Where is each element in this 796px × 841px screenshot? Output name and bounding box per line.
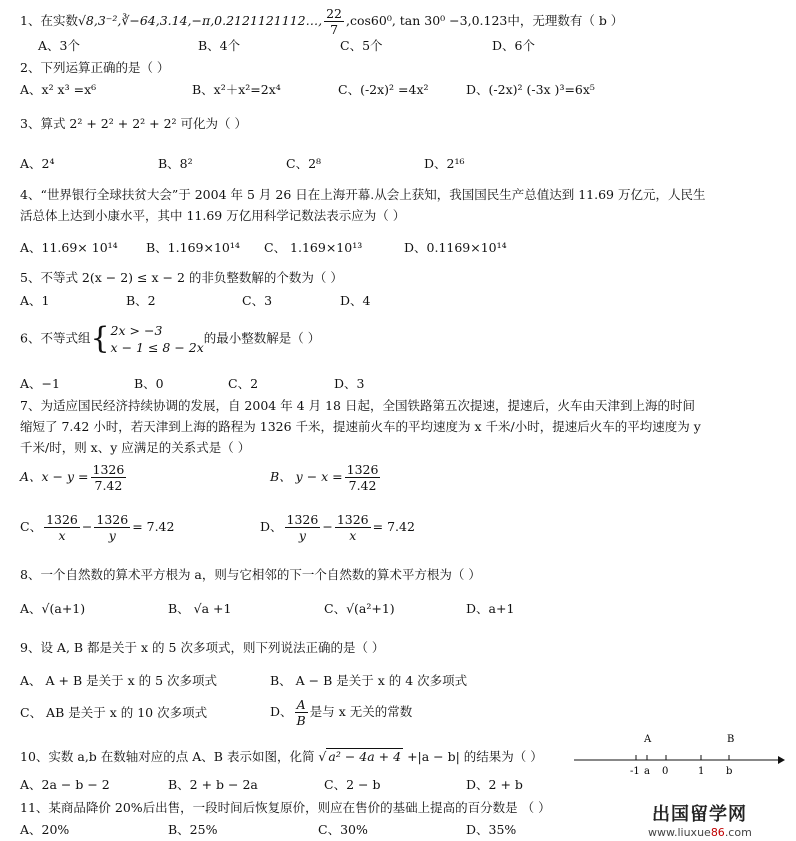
watermark-logo: 出国留学网 — [652, 804, 747, 825]
q2-option-c: C、(-2x)² =4x² — [338, 82, 429, 97]
q10-option-c: C、2 − b — [324, 777, 381, 792]
q5-stem: 5、不等式 2(x − 2) ≤ x − 2 的非负整数解的个数为（ ） — [20, 270, 343, 285]
q3-option-a: A、2⁴ — [20, 156, 55, 171]
q7-option-a: A、x − y = $\frac{1326}{7.42}$ — [20, 462, 125, 493]
q4-line2: 活总体上达到小康水平，其中 11.69 万亿用科学记数法表示应为（ ） — [20, 208, 406, 223]
tick-label-b: b — [726, 766, 733, 776]
q9-option-c: C、 AB 是关于 x 的 10 次多项式 — [20, 705, 208, 720]
q11-option-d: D、35% — [466, 822, 517, 837]
q1-option-a: A、3个 — [38, 38, 80, 53]
q8-option-b: B、 √a +1 — [168, 601, 232, 616]
q7-option-c: C、 $\frac{1326}{x}$ − $\frac{1326}{y}$ = 7.42 — [20, 512, 175, 543]
q8-stem: 8、一个自然数的算术平方根为 a，则与它相邻的下一个自然数的算术平方根为（ ） — [20, 567, 481, 582]
q1-option-d: D、6个 — [492, 38, 535, 53]
q5-option-b: B、2 — [126, 293, 156, 308]
brace-symbol: { — [90, 321, 110, 356]
q11-option-c: C、30% — [318, 822, 368, 837]
q7-option-b: B、 y − x = $\frac{1326}{7.42}$ — [270, 462, 379, 493]
tick-label-neg1: -1 — [630, 766, 640, 776]
q5-option-c: C、3 — [242, 293, 273, 308]
q6-inequality-system: 2x > −3 x − 1 ≤ 8 − 2x — [110, 323, 204, 355]
q5-option-a: A、1 — [20, 293, 50, 308]
number-line — [574, 728, 786, 776]
q8-option-a: A、√(a+1) — [20, 601, 86, 616]
q6-option-d: D、3 — [334, 376, 365, 391]
q11-stem: 11、某商品降价 20%后出售，一段时间后恢复原价，则应在售价的基础上提高的百分数是 （ ） — [20, 800, 551, 815]
q9-option-d: D、 $\frac{A}{B}$ 是与 x 无关的常数 — [270, 697, 413, 728]
q8-option-d: D、a+1 — [466, 601, 515, 616]
q3-option-d: D、2¹⁶ — [424, 156, 465, 171]
q8-option-c: C、√(a²+1) — [324, 601, 395, 616]
q4-option-d: D、0.1169×10¹⁴ — [404, 240, 507, 255]
label-point-b: B — [727, 734, 735, 745]
q10-option-d: D、2 + b — [466, 777, 523, 792]
q2-option-a: A、x² x³ =x⁶ — [20, 82, 97, 97]
watermark-url: www.liuxue86.com — [648, 826, 752, 839]
q9-option-a: A、 A + B 是关于 x 的 5 次多项式 — [20, 673, 218, 688]
q11-option-a: A、20% — [20, 822, 70, 837]
q1-option-b: B、4个 — [198, 38, 241, 53]
q9-stem: 9、设 A, B 都是关于 x 的 5 次多项式，则下列说法正确的是（ ） — [20, 640, 385, 655]
q2-option-b: B、x²＋x²=2x⁴ — [192, 82, 281, 97]
q10-option-a: A、2a − b − 2 — [20, 777, 110, 792]
q7-line3: 千米/时，则 x、y 应满足的关系式是（ ） — [20, 440, 251, 455]
number-line-arrow — [778, 756, 785, 764]
q11-option-b: B、25% — [168, 822, 218, 837]
q1-stem: 1、在实数√8,3⁻²,∛−64,3.14,−π,0.2121121112…, $\frac{22}{7}$ ,cos60⁰, tan 30⁰ −3,0.123中，无理数有（ b ） — [20, 6, 624, 37]
q4-option-b: B、1.169×10¹⁴ — [146, 240, 240, 255]
q1-option-c: C、5个 — [340, 38, 383, 53]
tick-label-a: a — [644, 766, 650, 776]
q7-option-d: D、 $\frac{1326}{y}$ − $\frac{1326}{x}$ = 7.42 — [260, 512, 415, 543]
q3-option-c: C、2⁸ — [286, 156, 322, 171]
q6-option-b: B、0 — [134, 376, 164, 391]
q4-line1: 4、“世界银行全球扶贫大会”于 2004 年 5 月 26 日在上海开幕.从会上获知，我国国民生产总值达到 11.69 万亿元，人民生 — [20, 187, 706, 202]
q6-stem: 6、不等式组{ 2x > −3 x − 1 ≤ 8 − 2x 的最小整数解是（ ） — [20, 321, 321, 356]
q9-option-b: B、 A − B 是关于 x 的 4 次多项式 — [270, 673, 468, 688]
q6-option-c: C、2 — [228, 376, 259, 391]
q10-option-b: B、2 + b − 2a — [168, 777, 258, 792]
q3-stem: 3、算式 2² + 2² + 2² + 2² 可化为（ ） — [20, 116, 247, 131]
label-point-a: A — [644, 734, 652, 745]
q3-option-b: B、8² — [158, 156, 193, 171]
q4-option-c: C、 1.169×10¹³ — [264, 240, 363, 255]
tick-label-0: 0 — [662, 766, 669, 776]
q1-fraction: $\frac{22}{7}$ — [326, 6, 342, 37]
q6-option-a: A、−1 — [20, 376, 60, 391]
q7-line1: 7、为适应国民经济持续协调的发展，自 2004 年 4 月 18 日起，全国铁路第五次提速，提速后，火车由天津到上海的时间 — [20, 398, 695, 413]
q2-option-d: D、(-2x)² (-3x )³=6x⁵ — [466, 82, 595, 97]
q4-option-a: A、11.69× 10¹⁴ — [20, 240, 118, 255]
q2-stem: 2、下列运算正确的是（ ） — [20, 60, 170, 75]
q5-option-d: D、4 — [340, 293, 371, 308]
q7-line2: 缩短了 7.42 小时，若天津到上海的路程为 1326 千米，提速前火车的平均速度为 x 千米/小时，提速后火车的平均速度为 y — [20, 419, 701, 434]
q10-stem: 10、实数 a,b 在数轴对应的点 A、B 表示如图，化简 √ a² − 4a + 4 +|a − b| 的结果为（ ） — [20, 749, 543, 764]
tick-label-1: 1 — [698, 766, 705, 776]
